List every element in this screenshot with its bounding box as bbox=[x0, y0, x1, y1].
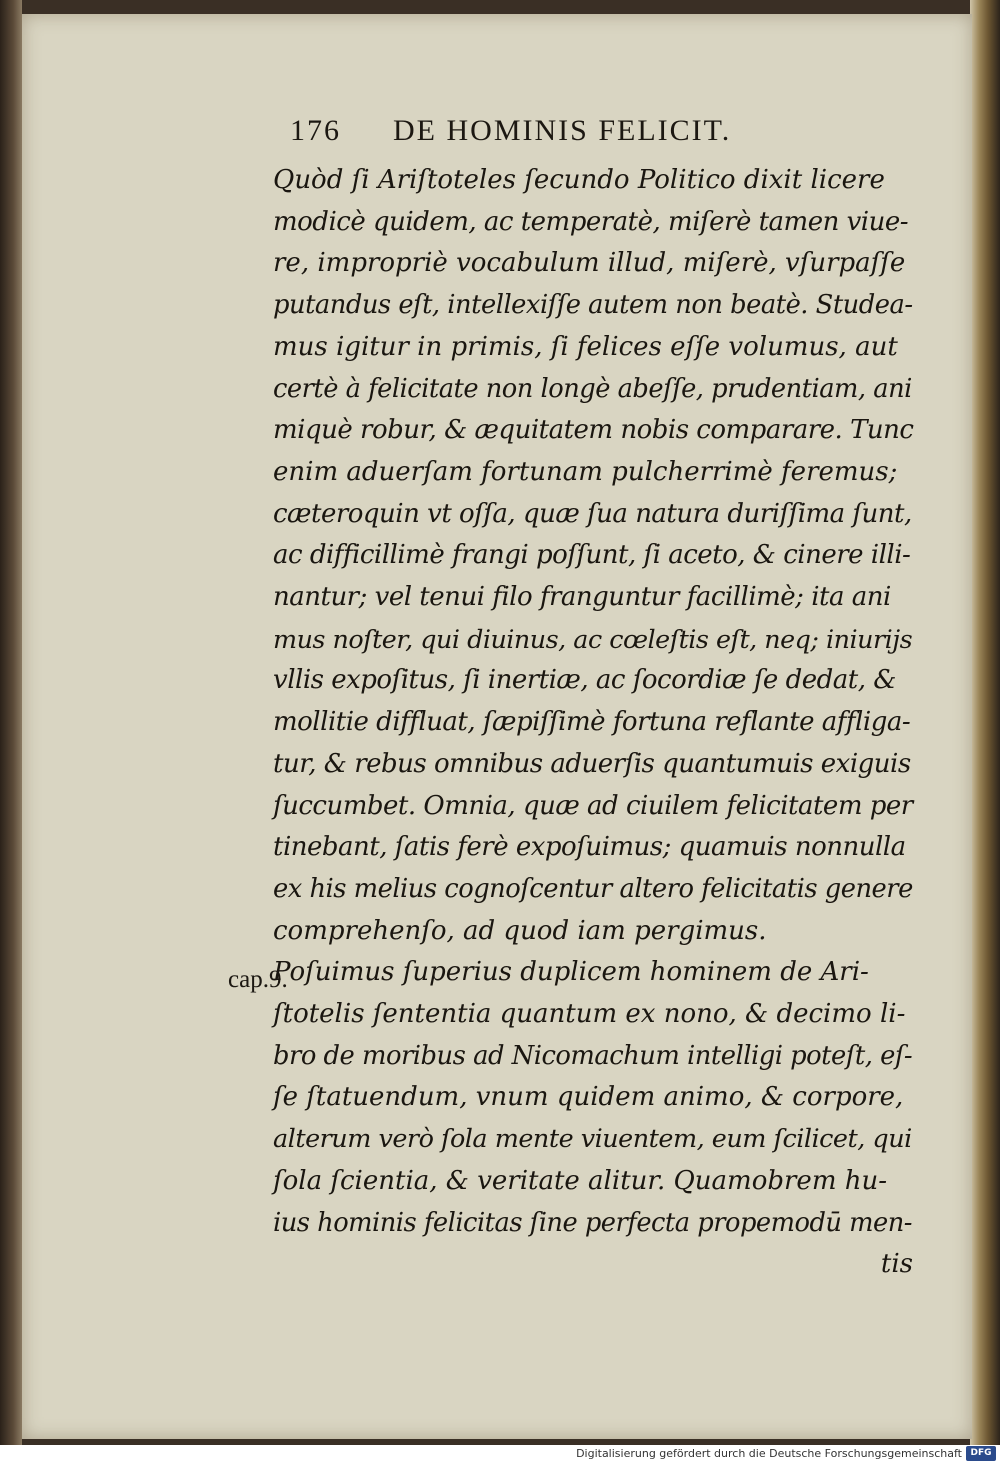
text-line: tur, & rebus omnibus aduerſis quantumuis exiguis bbox=[273, 748, 911, 779]
text-line: Quòd ſi Ariſtoteles ſecundo Politico dixit licere bbox=[273, 165, 885, 195]
footer-bar bbox=[0, 1445, 1000, 1465]
text-line: mus noſter, qui diuinus, ac cœleſtis eſt, neq; iniurijs bbox=[273, 623, 913, 654]
text-line: putandus eſt, intellexiſſe autem non beatè. Studea- bbox=[273, 290, 913, 321]
text-line: alterum verò ſola mente viuentem, eum ſcilicet, qui bbox=[273, 1124, 912, 1155]
text-line: mus igitur in primis, ſi felices eſſe volumus, aut bbox=[273, 331, 898, 362]
text-line: nantur; vel tenui filo franguntur facillimè; ita ani bbox=[273, 582, 891, 613]
text-line: re, impropriè vocabulum illud, miſerè, vſurpaſſe bbox=[273, 248, 906, 279]
text-line: modicè quidem, ac temperatè, miſerè tamen viue- bbox=[273, 206, 909, 237]
text-line: ſuccumbet. Omnia, quæ ad ciuilem felicitatem per bbox=[273, 790, 913, 821]
text-line: mollitie diffluat, ſæpiſſimè fortuna reflante affliga- bbox=[273, 707, 911, 738]
text-line: comprehenſo, ad quod iam pergimus. bbox=[273, 915, 767, 946]
text-line: ſola ſcientia, & veritate alitur. Quamobrem hu- bbox=[273, 1165, 888, 1196]
book-fore-edge bbox=[970, 0, 1000, 1445]
body-text bbox=[273, 160, 913, 1286]
text-line: Poſuimus ſuperius duplicem hominem de Ari- bbox=[273, 957, 869, 988]
text-line: miquè robur, & æquitatem nobis comparare. Tunc bbox=[273, 415, 914, 446]
margin-chapter-note: cap.9. bbox=[228, 966, 288, 993]
text-line: ac difficillimè frangi poſſunt, ſi aceto, & cinere illi- bbox=[273, 540, 911, 571]
text-line: bro de moribus ad Nicomachum intelligi poteſt, eſ- bbox=[273, 1040, 913, 1071]
text-line: ſe ſtatuendum, vnum quidem animo, & corpore, bbox=[273, 1082, 904, 1113]
text-line: cæteroquin vt oſſa, quæ ſua natura duriſſima ſunt, bbox=[273, 498, 912, 529]
text-line: vllis expoſitus, ſi inertiæ, ac ſocordiæ ſe dedat, & bbox=[273, 665, 896, 696]
page-number: 176 bbox=[290, 114, 341, 147]
text-line: tinebant, ſatis ferè expoſuimus; quamuis nonnulla bbox=[273, 832, 906, 863]
running-head-title: DE HOMINIS FELICIT. bbox=[393, 114, 732, 147]
text-line: tis bbox=[880, 1249, 913, 1280]
text-line: certè à felicitate non longè abeſſe, prudentiam, ani bbox=[273, 373, 912, 404]
text-line: ex his melius cognoſcentur altero felicitatis genere bbox=[273, 873, 913, 904]
text-line: enim aduerſam fortunam pulcherrimè feremus; bbox=[273, 456, 898, 487]
text-line: ius hominis felicitas ſine perfecta propemodū men- bbox=[273, 1207, 912, 1238]
running-header bbox=[290, 114, 731, 148]
funding-credit: Digitalisierung gefördert durch die Deutsche Forschungsgemeinschaft bbox=[576, 1447, 962, 1460]
book-binding-edge bbox=[0, 0, 22, 1445]
text-line: ſtotelis ſententia quantum ex nono, & decimo li- bbox=[273, 999, 906, 1030]
dfg-logo: DFG bbox=[966, 1446, 996, 1461]
